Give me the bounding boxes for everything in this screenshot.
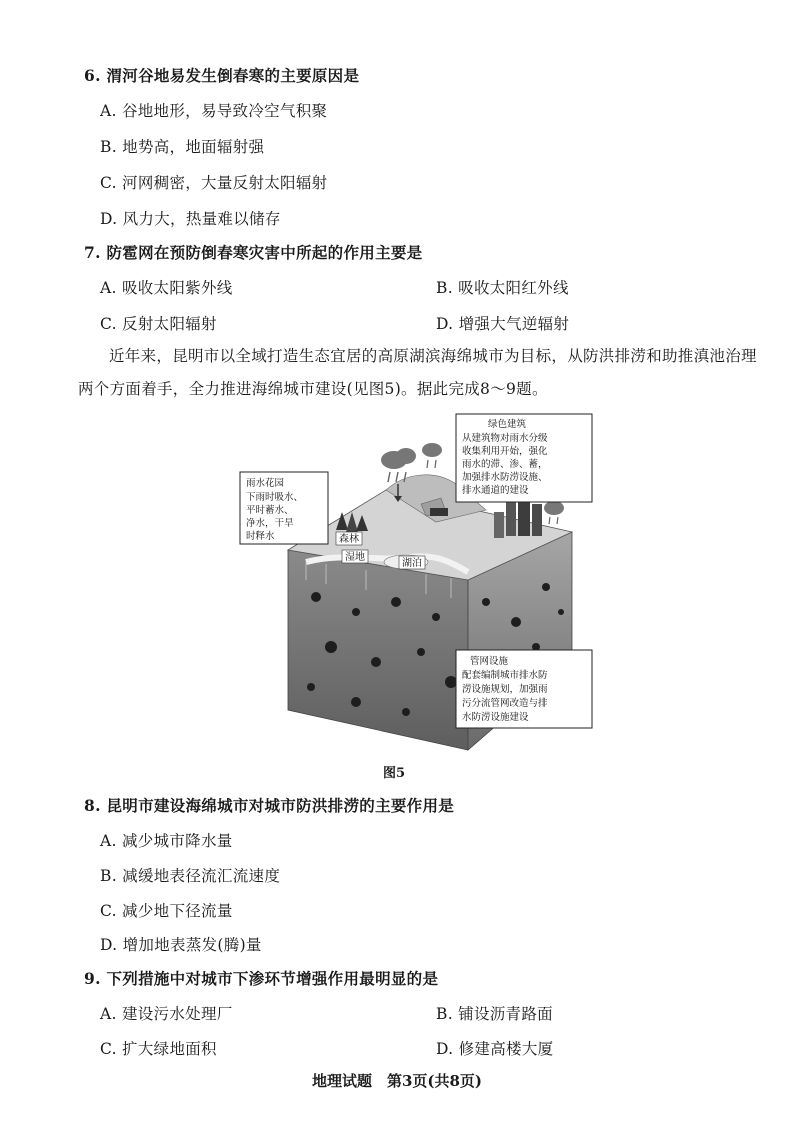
page-footer: 地理试题 第3页(共8页) (311, 1072, 483, 1090)
q9-option-a: A. 建设污水处理厂 (100, 1005, 233, 1023)
q7-option-b: B. 吸收太阳红外线 (436, 279, 569, 297)
q7-option-d: D. 增强大气逆辐射 (436, 315, 570, 333)
rain-garden-line4: 时释水 (246, 531, 275, 542)
label-lake: 湖泊 (402, 558, 422, 569)
q9-option-d: D. 修建高楼大厦 (436, 1040, 554, 1058)
q7-stem: 7. 防雹网在预防倒春寒灾害中所起的作用主要是 (84, 243, 423, 262)
pipe-network-line1: 配套编制城市排水防 (462, 670, 548, 681)
green-building-line5: 排水通道的建设 (462, 485, 529, 496)
q6-option-c: C. 河网稠密，大量反射太阳辐射 (100, 174, 328, 192)
green-building-line2: 收集利用开始，强化 (462, 446, 548, 457)
rain-garden-line3: 净水，干旱 (246, 518, 294, 529)
q8-option-d: D. 增加地表蒸发(腾)量 (100, 936, 262, 954)
figure-caption: 图5 (383, 766, 406, 781)
q7-option-c: C. 反射太阳辐射 (100, 315, 217, 333)
q6-option-b: B. 地势高，地面辐射强 (100, 138, 265, 156)
rain-garden-line2: 平时蓄水、 (246, 505, 294, 516)
q8-stem: 8. 昆明市建设海绵城市对城市防洪排涝的主要作用是 (84, 796, 455, 815)
pipe-network-line2: 涝设施规划，加强雨 (462, 684, 548, 695)
pipe-network-title: 管网设施 (470, 656, 509, 667)
label-forest: 森林 (339, 534, 359, 545)
q6-stem: 6. 渭河谷地易发生倒春寒的主要原因是 (84, 66, 360, 85)
rain-garden-title: 雨水花园 (246, 478, 285, 489)
green-building-box (456, 414, 592, 502)
passage: 近年来，昆明市以全域打造生态宜居的高原湖滨海绵城市为目标，从防洪排涝和助推滇池治理两个方面着手，全力推进海绵城市建设(见图5)。据此完成8～9题。 (78, 347, 757, 398)
green-building-title: 绿色建筑 (488, 419, 527, 430)
figure-5-sponge-city (236, 412, 596, 757)
label-wetland: 湿地 (345, 552, 365, 563)
pipe-network-line3: 污分流管网改造与排 (462, 698, 548, 709)
q8-option-b: B. 减缓地表径流汇流速度 (100, 867, 281, 885)
green-building-line4: 加强排水防涝设施、 (462, 472, 548, 483)
q9-option-b: B. 铺设沥青路面 (436, 1005, 553, 1023)
pipe-network-box (456, 650, 592, 728)
q6-option-a: A. 谷地地形，易导致冷空气积聚 (100, 102, 328, 120)
q9-stem: 9. 下列措施中对城市下渗环节增强作用最明显的是 (84, 969, 439, 988)
rain-garden-line1: 下雨时吸水、 (246, 492, 304, 503)
green-building-line1: 从建筑物对雨水分级 (462, 433, 548, 444)
pipe-network-line4: 水防涝设施建设 (462, 712, 529, 723)
q8-option-c: C. 减少地下径流量 (100, 902, 233, 920)
q8-option-a: A. 减少城市降水量 (100, 832, 233, 850)
q9-option-c: C. 扩大绿地面积 (100, 1040, 217, 1058)
green-building-line3: 雨水的滞、渗、蓄， (462, 459, 548, 470)
q7-option-a: A. 吸收太阳紫外线 (100, 279, 233, 297)
soil-front-face (288, 550, 468, 750)
q6-option-d: D. 风力大，热量难以储存 (100, 210, 281, 228)
rain-garden-box (240, 472, 328, 544)
